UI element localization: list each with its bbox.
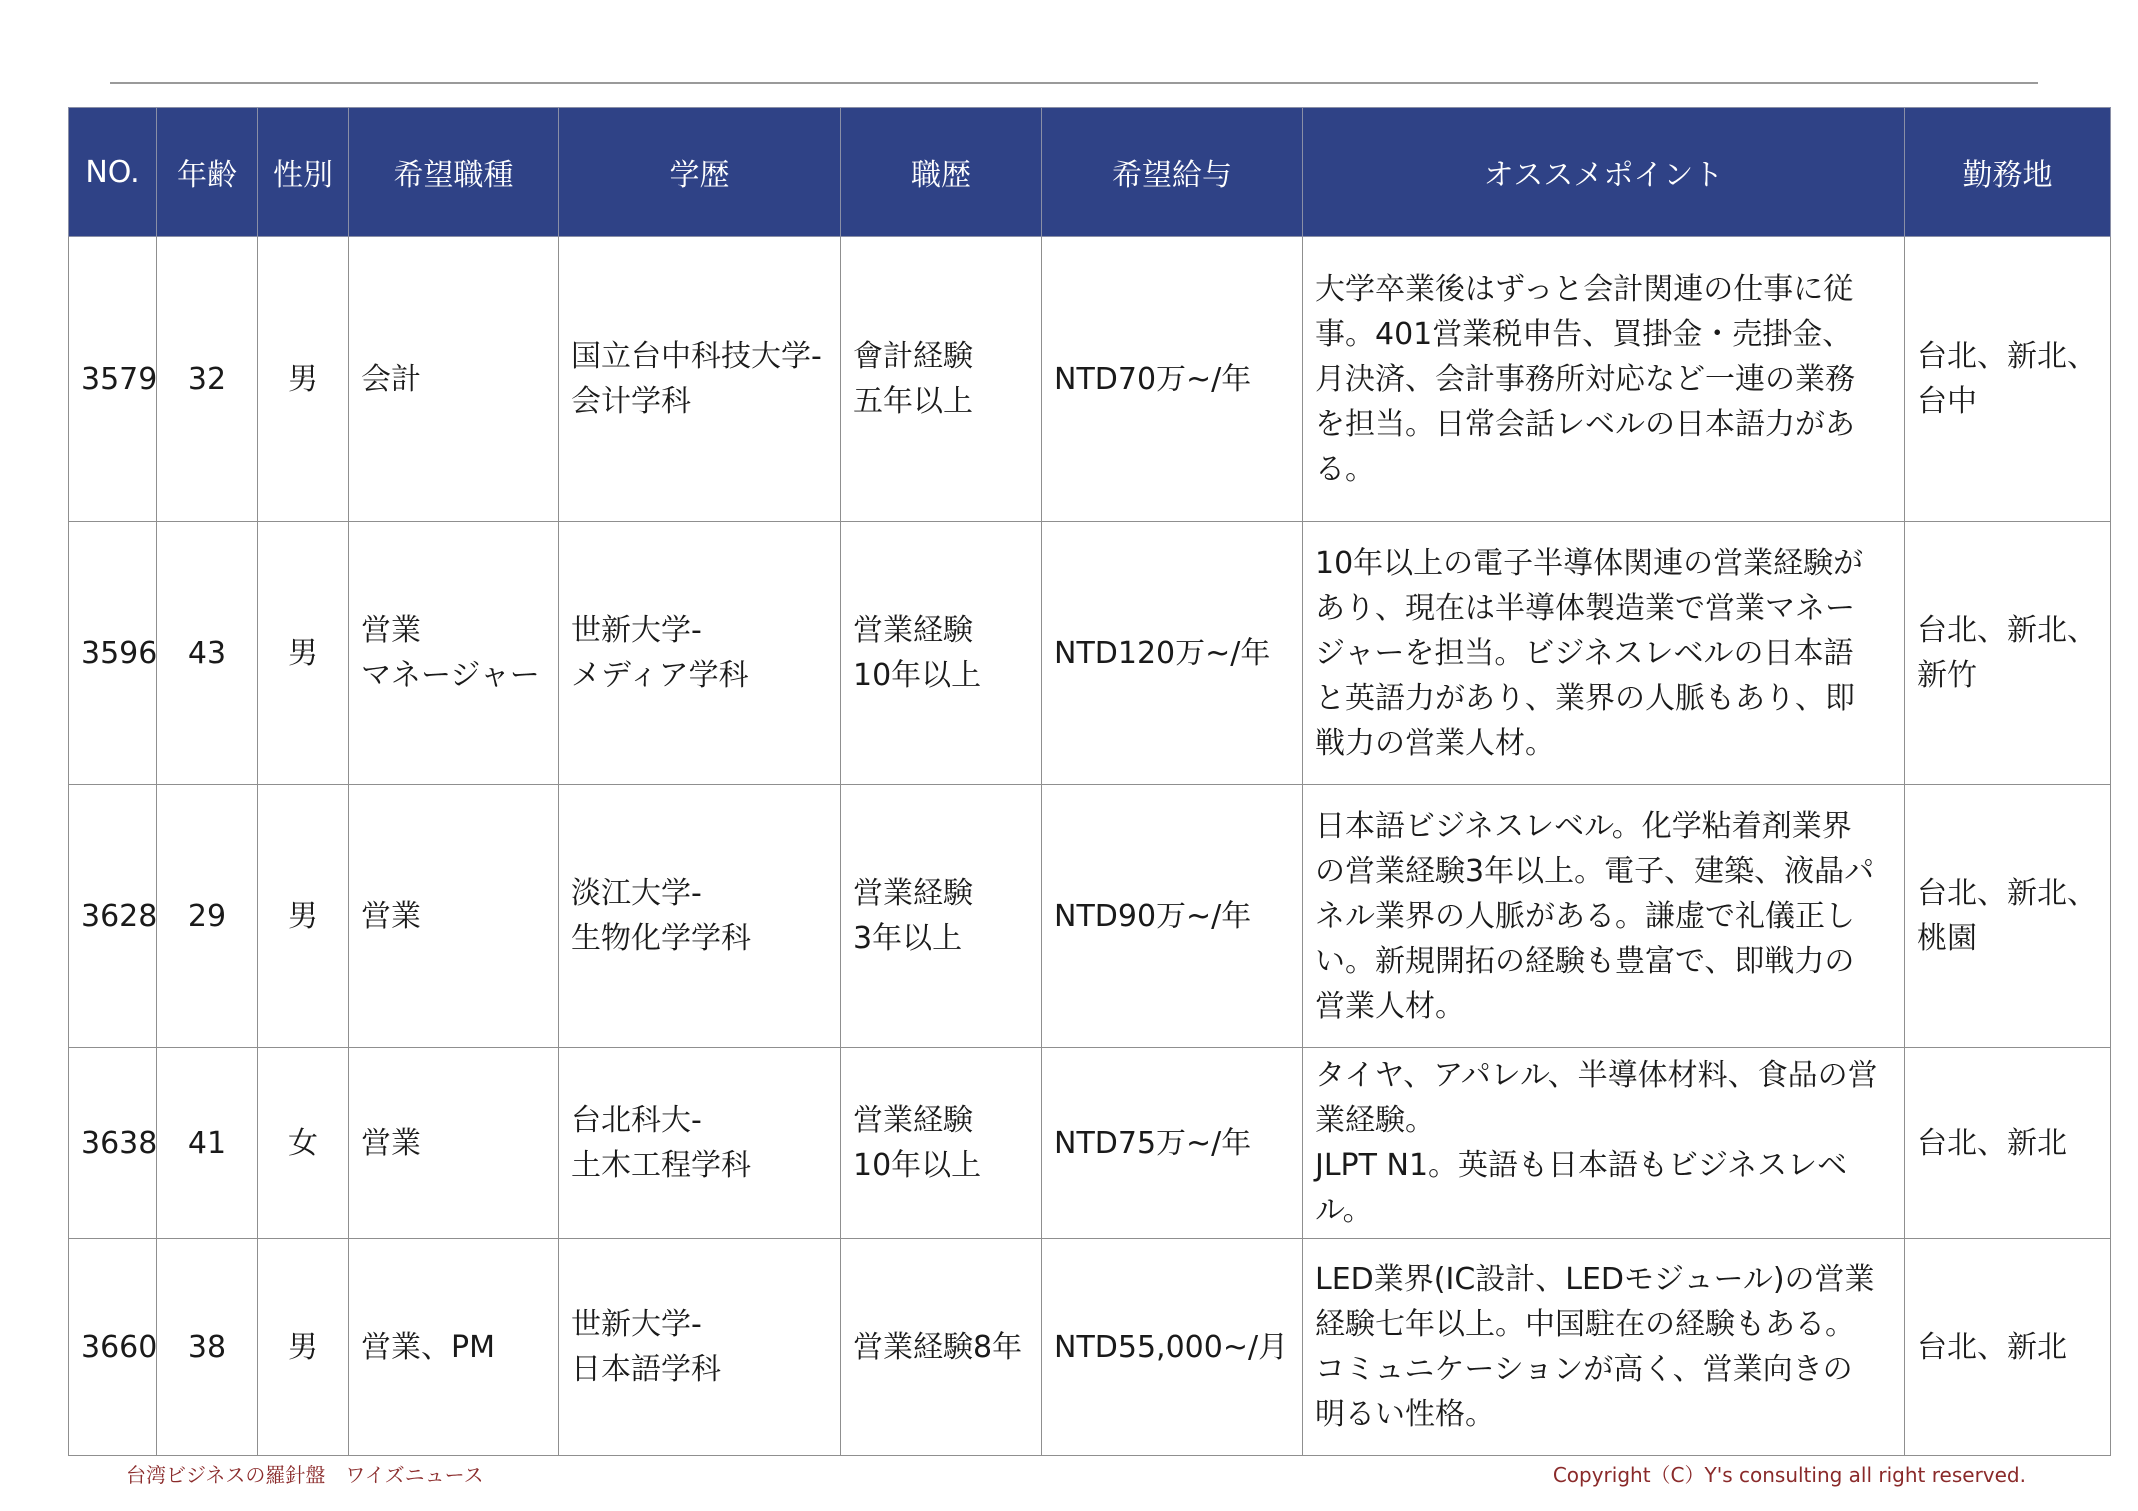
header-no: NO. <box>69 108 157 237</box>
cell-gender: 女 <box>258 1048 349 1239</box>
table-row <box>69 237 2111 522</box>
cell-age: 32 <box>157 237 258 522</box>
cell-point: 大学卒業後はずっと会計関連の仕事に従 事。401営業税申告、買掛金・売掛金、 月決済、会計事務所対応など一連の業務 を担当。日常会話レベルの日本語力があ る。 <box>1303 237 1905 522</box>
cell-point: 日本語ビジネスレベル。化学粘着剤業界 の営業経験3年以上。電子、建築、液晶パ ネル業界の人脈がある。謙虚で礼儀正し い。新規開拓の経験も豊富で、即戦力の 営業人材。 <box>1303 785 1905 1048</box>
cell-no: 3628 <box>69 785 157 1048</box>
cell-location: 台北、新北、 桃園 <box>1905 785 2111 1048</box>
cell-education: 世新大学- 日本語学科 <box>559 1239 841 1456</box>
cell-education: 世新大学- メディア学科 <box>559 522 841 785</box>
cell-age: 38 <box>157 1239 258 1456</box>
cell-gender: 男 <box>258 522 349 785</box>
cell-location: 台北、新北、 台中 <box>1905 237 2111 522</box>
cell-education: 淡江大学- 生物化学学科 <box>559 785 841 1048</box>
header-career: 職歴 <box>841 108 1042 237</box>
cell-no: 3579 <box>69 237 157 522</box>
header-salary: 希望給与 <box>1042 108 1303 237</box>
cell-location: 台北、新北 <box>1905 1048 2111 1239</box>
footer-copyright: Copyright（C）Y's consulting all right reserved. <box>1552 1463 2026 1487</box>
table-row <box>69 1048 2111 1239</box>
cell-salary: NTD75万~/年 <box>1042 1048 1303 1239</box>
cell-age: 43 <box>157 522 258 785</box>
header-education: 学歴 <box>559 108 841 237</box>
cell-career: 営業経験8年 <box>841 1239 1042 1456</box>
cell-salary: NTD90万~/年 <box>1042 785 1303 1048</box>
cell-career: 會計経験 五年以上 <box>841 237 1042 522</box>
cell-education: 国立台中科技大学- 会计学科 <box>559 237 841 522</box>
header-gender: 性別 <box>258 108 349 237</box>
header-job: 希望職種 <box>349 108 559 237</box>
candidate-table <box>68 107 2111 1456</box>
table-header-row <box>69 108 2111 237</box>
cell-career: 営業経験 3年以上 <box>841 785 1042 1048</box>
cell-age: 41 <box>157 1048 258 1239</box>
cell-point: タイヤ、アパレル、半導体材料、食品の営 業経験。 JLPT N1。英語も日本語もビジネスレベ ル。 <box>1303 1048 1905 1239</box>
cell-salary: NTD120万~/年 <box>1042 522 1303 785</box>
footer-site-name: 台湾ビジネスの羅針盤 ワイズニュース <box>126 1463 484 1487</box>
cell-no: 3660 <box>69 1239 157 1456</box>
cell-job: 営業 <box>349 1048 559 1239</box>
cell-job: 営業 <box>349 785 559 1048</box>
header-point: オススメポイント <box>1303 108 1905 237</box>
table-row <box>69 522 2111 785</box>
cell-point: LED業界(IC設計、LEDモジュール)の営業 経験七年以上。中国駐在の経験もある。 コミュニケーションが高く、営業向きの 明るい性格。 <box>1303 1239 1905 1456</box>
header-age: 年齢 <box>157 108 258 237</box>
cell-age: 29 <box>157 785 258 1048</box>
cell-gender: 男 <box>258 785 349 1048</box>
cell-location: 台北、新北、 新竹 <box>1905 522 2111 785</box>
cell-point: 10年以上の電子半導体関連の営業経験が あり、現在は半導体製造業で営業マネー ジャーを担当。ビジネスレベルの日本語 と英語力があり、業界の人脈もあり、即 戦力の営業人材。 <box>1303 522 1905 785</box>
cell-education: 台北科大- 土木工程学科 <box>559 1048 841 1239</box>
cell-career: 営業経験 10年以上 <box>841 522 1042 785</box>
cell-job: 営業、PM <box>349 1239 559 1456</box>
cell-career: 営業経験 10年以上 <box>841 1048 1042 1239</box>
cell-gender: 男 <box>258 1239 349 1456</box>
cell-location: 台北、新北 <box>1905 1239 2111 1456</box>
cell-salary: NTD55,000~/月 <box>1042 1239 1303 1456</box>
top-divider <box>110 82 2038 84</box>
cell-job: 営業 マネージャー <box>349 522 559 785</box>
cell-job: 会計 <box>349 237 559 522</box>
cell-gender: 男 <box>258 237 349 522</box>
cell-salary: NTD70万~/年 <box>1042 237 1303 522</box>
table-row <box>69 1239 2111 1456</box>
table-row <box>69 785 2111 1048</box>
cell-no: 3638 <box>69 1048 157 1239</box>
header-location: 勤務地 <box>1905 108 2111 237</box>
cell-no: 3596 <box>69 522 157 785</box>
